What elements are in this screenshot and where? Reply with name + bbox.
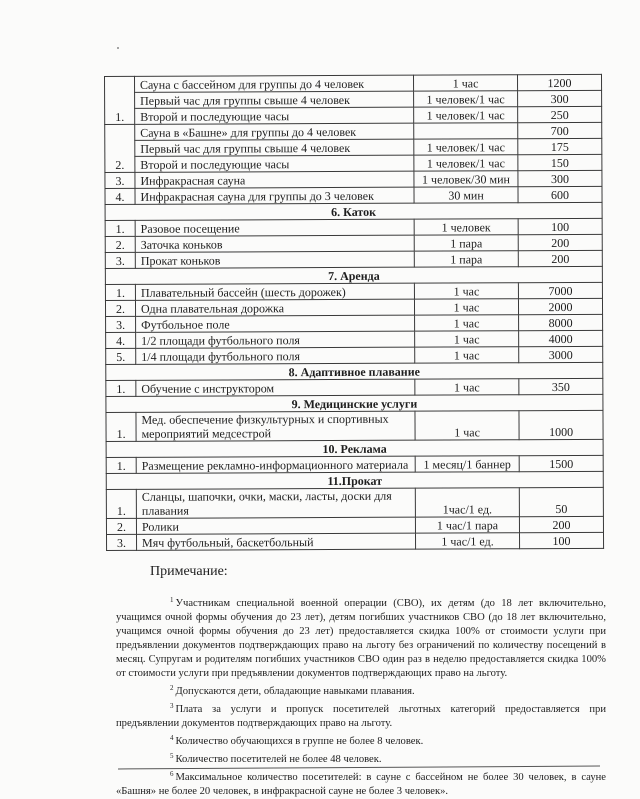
service-name: Одна плавательная дорожка xyxy=(135,299,414,316)
section-title: 6. Каток xyxy=(105,202,602,220)
service-unit: 1 час xyxy=(413,75,517,91)
row-number: 4. xyxy=(105,188,135,204)
service-name: Ролики xyxy=(136,517,415,534)
service-name: Инфракрасная сауна xyxy=(135,171,414,188)
row-number: 3. xyxy=(105,172,135,188)
service-price: 4000 xyxy=(519,330,603,346)
service-price: 600 xyxy=(518,186,602,202)
service-unit: 1 час/1 пара xyxy=(415,517,519,533)
footnote-4 xyxy=(116,731,606,749)
footnote-3 xyxy=(116,699,606,731)
footnote-mark: 2 xyxy=(170,684,174,692)
row-number: 5. xyxy=(106,348,136,364)
service-name: Инфракрасная сауна для группы до 3 человек xyxy=(135,187,414,204)
service-unit: 1 час xyxy=(415,315,519,331)
service-unit: 1 час xyxy=(414,299,518,315)
footnote-5 xyxy=(116,749,606,767)
service-price: 175 xyxy=(518,138,602,154)
table-row xyxy=(106,487,603,518)
row-number: 1. xyxy=(105,284,135,300)
row-number: 4. xyxy=(106,332,136,348)
price-table xyxy=(104,74,604,551)
row-number: 1. xyxy=(106,489,136,518)
service-price: 1200 xyxy=(517,74,601,90)
service-unit: 1 человек/1 час xyxy=(414,91,518,107)
footnote-text: Количество посетителей не более 48 человек. xyxy=(175,754,382,765)
service-price: 200 xyxy=(518,250,602,266)
section-title: 9. Медицинские услуги xyxy=(106,394,603,412)
service-name: Плавательный бассейн (шесть дорожек) xyxy=(135,283,414,300)
service-unit: 1 час xyxy=(414,283,518,299)
service-unit: 1 час xyxy=(415,379,519,395)
footnote-mark: 4 xyxy=(170,734,174,742)
service-name: 1/4 площади футбольного поля xyxy=(136,347,415,364)
service-unit: 1 человек/1 час xyxy=(414,139,518,155)
footnote-text: Максимальное количество посетителей: в сауне с бассейном не более 30 человек, в сауне «Башня» не более 20 человек, в инфракрасной сауне не более 3 человек». xyxy=(116,772,606,797)
service-price: 100 xyxy=(518,218,602,234)
row-number: 3. xyxy=(105,252,135,268)
service-unit: 1 человек/1 час xyxy=(414,107,518,123)
service-price: 350 xyxy=(519,378,603,394)
service-price: 50 xyxy=(519,487,603,516)
footnote-mark: 5 xyxy=(170,752,174,760)
row-number: 1. xyxy=(106,380,136,396)
service-unit: 1 час xyxy=(415,411,519,440)
section-title: 7. Аренда xyxy=(105,266,602,284)
service-price: 1500 xyxy=(519,455,603,471)
row-number: 2. xyxy=(106,518,136,534)
row-number: 2. xyxy=(105,124,135,172)
service-price: 300 xyxy=(518,170,602,186)
service-unit: 1 человек/30 мин xyxy=(414,171,518,187)
row-number: 3. xyxy=(107,534,137,550)
footnote-1 xyxy=(116,593,606,681)
footnote-text: Участникам специальной военной операции (СВО), их детям (до 18 лет включительно, учащимся очной формы обучения до 23 лет), детям погибших участников СВО (до 18 лет включительно, учащимся очной формы обучения до 23 лет) предоставляется скидка 100% от стоимости услуги при предъявлении документов подтверждающих право на льготу без ограничений по количеству посещений в месяц. Супругам и родителям погибших участников СВО один раз в неделю предоставляется скидка 100% от стоимости услуги при предъявлении документов подтверждающих право на льготу. xyxy=(116,598,606,679)
service-price: 200 xyxy=(518,234,602,250)
service-price: 150 xyxy=(518,154,602,170)
service-name: Заточка коньков xyxy=(135,235,414,252)
service-name: Сауна с бассейном для группы до 4 человек xyxy=(135,75,414,92)
footnote-mark: 6 xyxy=(170,770,174,778)
service-name: Первый час для группы свыше 4 человек xyxy=(135,91,414,108)
service-price: 300 xyxy=(518,90,602,106)
service-name: Сланцы, шапочки, очки, маски, ласты, доски для плавания xyxy=(136,488,415,518)
service-name: 1/2 площади футбольного поля xyxy=(136,331,415,348)
notes-section xyxy=(116,565,606,799)
table-row xyxy=(106,410,603,441)
row-number: 2. xyxy=(105,300,135,316)
service-price: 3000 xyxy=(519,346,603,362)
footnote-text: Количество обучающихся в группе не более 8 человек. xyxy=(175,736,424,747)
service-unit: 1 человек/1 час xyxy=(414,155,518,171)
service-unit: 1 месяц/1 баннер xyxy=(415,456,519,472)
footnote-text: Допускаются дети, обладающие навыками плавания. xyxy=(175,686,415,697)
service-name: Обучение с инструктором xyxy=(136,379,415,396)
service-price: 2000 xyxy=(518,298,602,314)
service-unit: 1час/1 ед. xyxy=(415,488,519,517)
notes-title: Примечание: xyxy=(150,564,228,579)
service-price: 700 xyxy=(518,122,602,138)
service-name: Мед. обеспечение физкультурных и спортивных мероприятий медсестрой xyxy=(136,411,415,441)
service-name: Размещение рекламно-информационного материала xyxy=(136,456,415,473)
service-unit: 30 мин xyxy=(414,187,518,203)
service-name: Сауна в «Башне» для группы до 4 человек xyxy=(135,123,414,140)
section-title: 8. Адаптивное плавание xyxy=(106,362,603,380)
row-number: 1. xyxy=(106,457,136,473)
service-name: Футбольное поле xyxy=(136,315,415,332)
service-unit: 1 час xyxy=(415,347,519,363)
scan-speck xyxy=(117,47,119,49)
footnote-6 xyxy=(116,767,606,799)
service-unit: 1 пара xyxy=(414,251,518,267)
footnote-text: Плата за услуги и пропуск посетителей льготных категорий предоставляется при предъявлении документов подтверждающих право на льготу. xyxy=(116,704,606,729)
service-price: 1000 xyxy=(519,410,603,439)
row-number: 2. xyxy=(105,236,135,252)
service-price: 200 xyxy=(519,516,603,532)
section-title: 11.Прокат xyxy=(106,471,603,489)
service-name: Второй и последующие часы xyxy=(135,155,414,172)
service-price: 100 xyxy=(519,532,603,548)
row-number: 1. xyxy=(105,220,135,236)
row-number: 1. xyxy=(106,412,136,441)
service-price: 7000 xyxy=(518,282,602,298)
section-title: 10. Реклама xyxy=(106,439,603,457)
service-name: Мяч футбольный, баскетбольный xyxy=(137,533,416,550)
service-unit: 1 час/1 ед. xyxy=(415,533,519,549)
service-unit: 1 час xyxy=(415,331,519,347)
row-number: 1. xyxy=(105,76,135,124)
table-row xyxy=(107,532,604,550)
service-unit xyxy=(414,123,518,139)
service-price: 8000 xyxy=(519,314,603,330)
service-name: Прокат коньков xyxy=(135,251,414,268)
service-unit: 1 пара xyxy=(414,235,518,251)
row-number: 3. xyxy=(106,316,136,332)
service-name: Разовое посещение xyxy=(135,219,414,236)
footnote-mark: 1 xyxy=(170,596,174,604)
service-unit: 1 человек xyxy=(414,219,518,235)
footnote-2 xyxy=(116,681,606,699)
service-price: 250 xyxy=(518,106,602,122)
footnote-mark: 3 xyxy=(170,702,174,710)
service-name: Первый час для группы свыше 4 человек xyxy=(135,139,414,156)
service-name: Второй и последующие часы xyxy=(135,107,414,124)
